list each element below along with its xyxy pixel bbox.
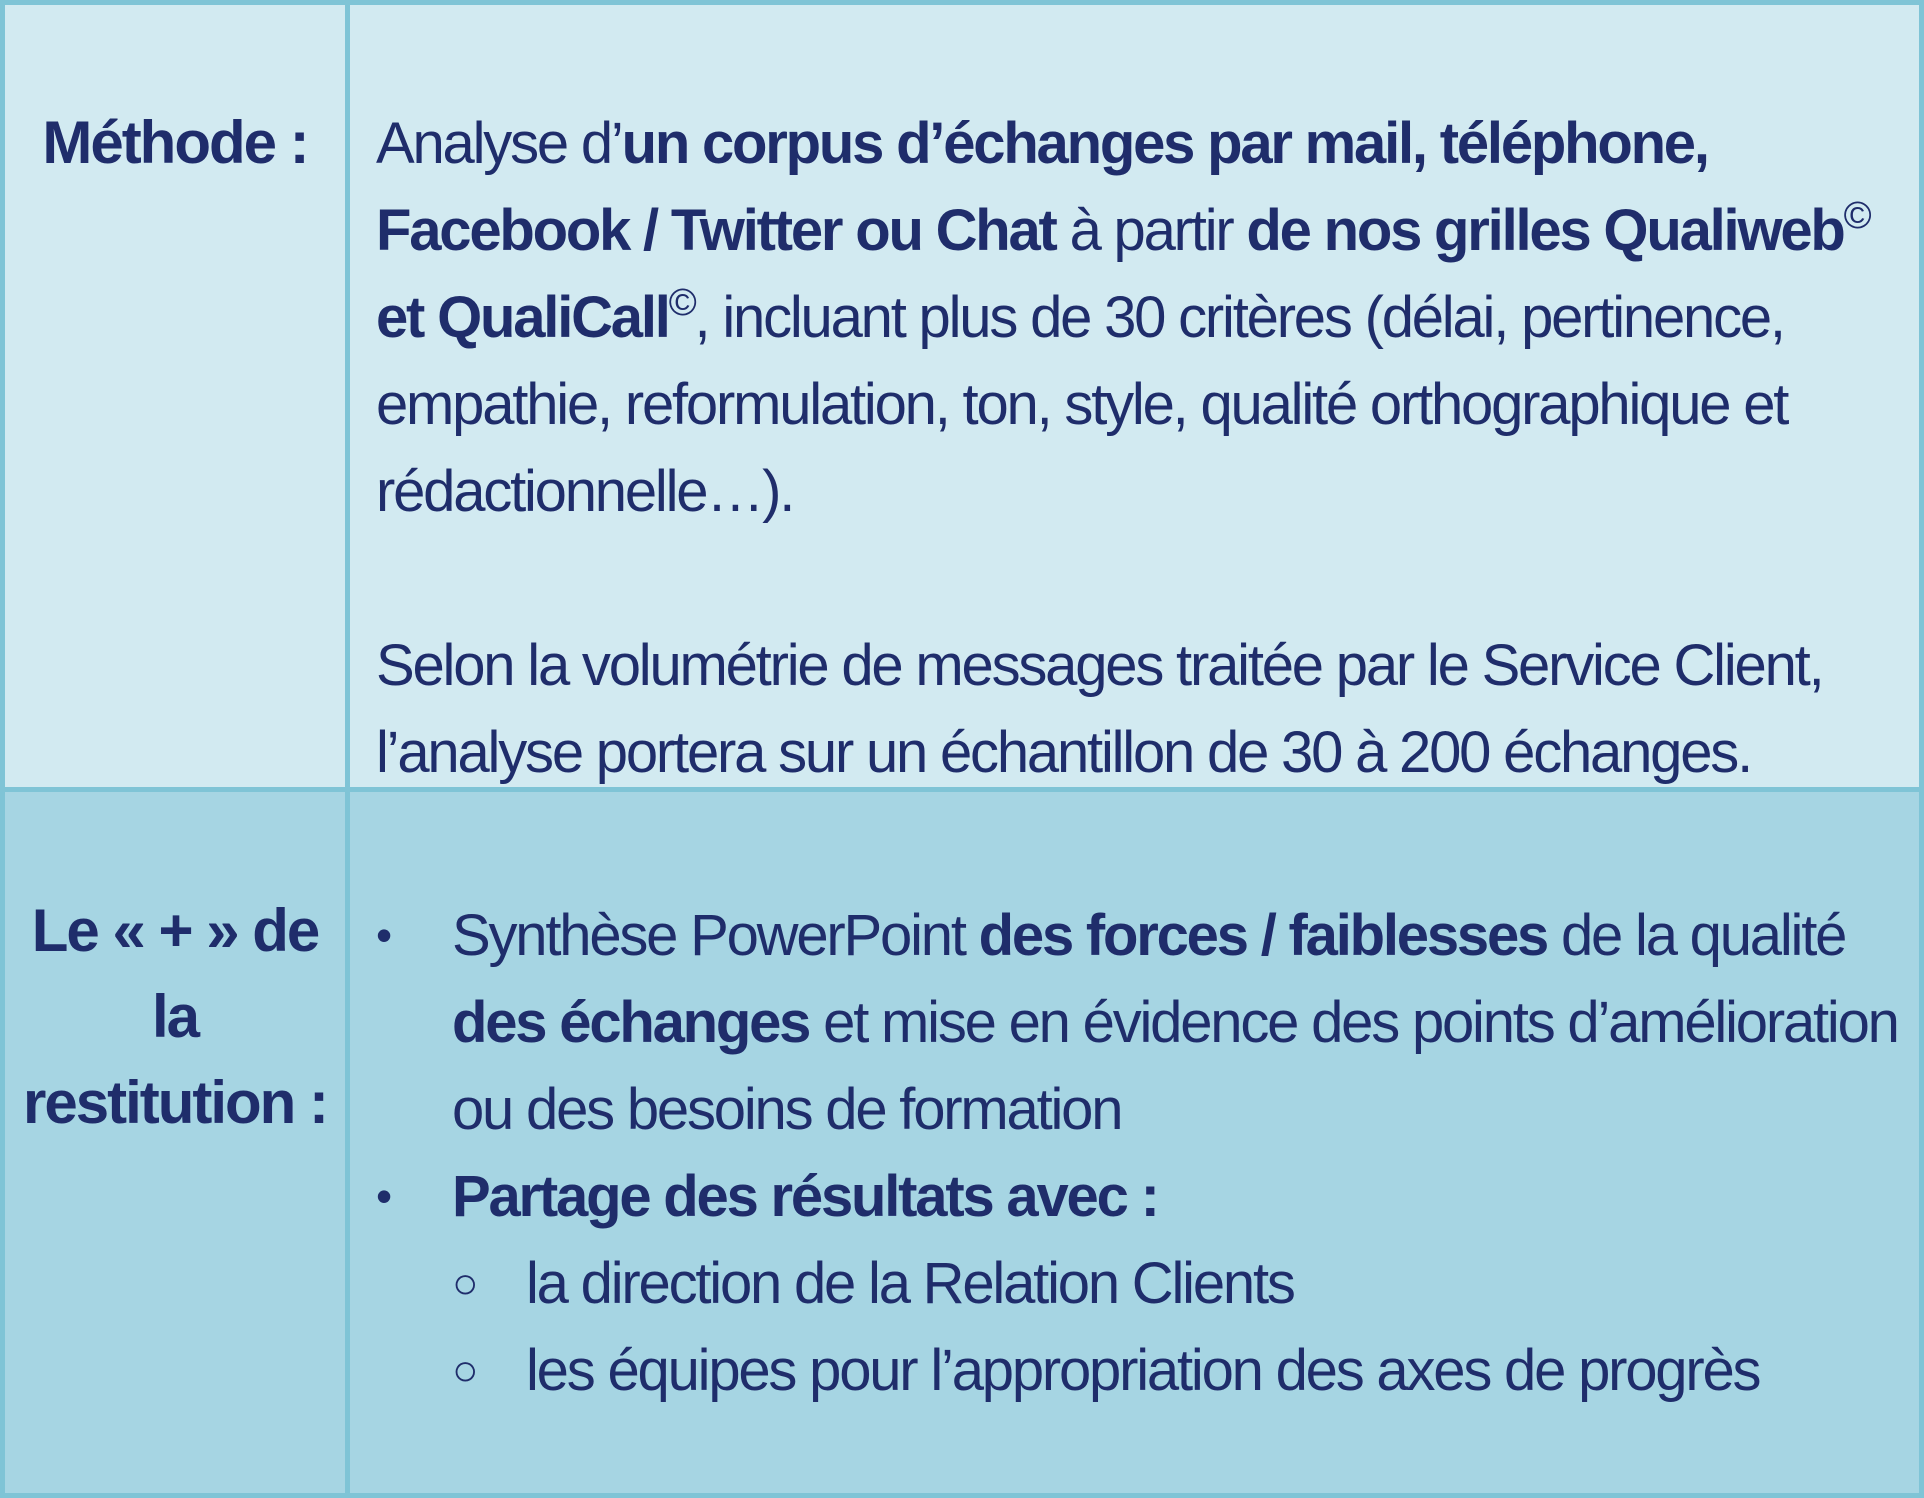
list-item (376, 1153, 1899, 1414)
restitution-label-line-1: Le « + » de la (31, 897, 319, 1050)
bold-run: Partage des résultats avec : (452, 1164, 1158, 1229)
sub-list-item (376, 1240, 1899, 1327)
restitution-label-line-2: restitution : (23, 1069, 327, 1136)
paragraph-spacer (376, 535, 1899, 622)
restitution-content-cell (350, 792, 1919, 1493)
sub-item-text: la direction de la Relation Clients (526, 1251, 1294, 1316)
methode-label: Méthode : (42, 109, 308, 176)
circle-bullet-icon: ○ (452, 1346, 477, 1395)
sub-bullet-list (452, 1240, 1899, 1414)
methode-row (5, 5, 1919, 787)
sub-item-text: les équipes pour l’appropriation des axes de progrès (526, 1338, 1760, 1403)
restitution-bullet-list (376, 892, 1899, 1414)
bold-run: et QualiCall (376, 285, 669, 350)
circle-bullet-icon: ○ (452, 1259, 477, 1308)
text-run: Synthèse PowerPoint (452, 903, 979, 968)
bullet-icon: • (376, 1170, 390, 1222)
methode-content-cell (350, 5, 1919, 787)
bold-run: des échanges (452, 990, 810, 1055)
methode-paragraph-2: Selon la volumétrie de messages traitée par le Service Client, l’analyse portera sur un échantillon de 30 à 200 échanges. (376, 633, 1823, 785)
methode-paragraph-1 (376, 100, 1899, 535)
copyright-mark: © (668, 282, 695, 324)
bold-run: un corpus d’échanges par mail, téléphone, Facebook / Twitter ou Chat (376, 111, 1708, 263)
restitution-row (5, 787, 1919, 1493)
methode-label-cell (5, 5, 350, 787)
text-run: à partir (1055, 198, 1247, 263)
list-item (376, 892, 1899, 1153)
bold-run: des forces / faiblesses (978, 903, 1548, 968)
bullet-icon: • (376, 909, 390, 961)
bold-run: de nos grilles Qualiweb (1246, 198, 1844, 263)
text-run: de la qualité (1547, 903, 1846, 968)
copyright-mark: © (1843, 195, 1870, 237)
text-run: et mise en évidence des points d’amélioration ou des besoins de formation (452, 990, 1898, 1142)
sub-list-item (376, 1327, 1899, 1414)
text-run: , incluant plus de 30 critères (délai, pertinence, empathie, reformulation, ton, style, qualité orthographique et rédactionnelle…). (376, 285, 1788, 524)
restitution-label-cell (5, 792, 350, 1493)
text-run: Analyse d’ (376, 111, 622, 176)
